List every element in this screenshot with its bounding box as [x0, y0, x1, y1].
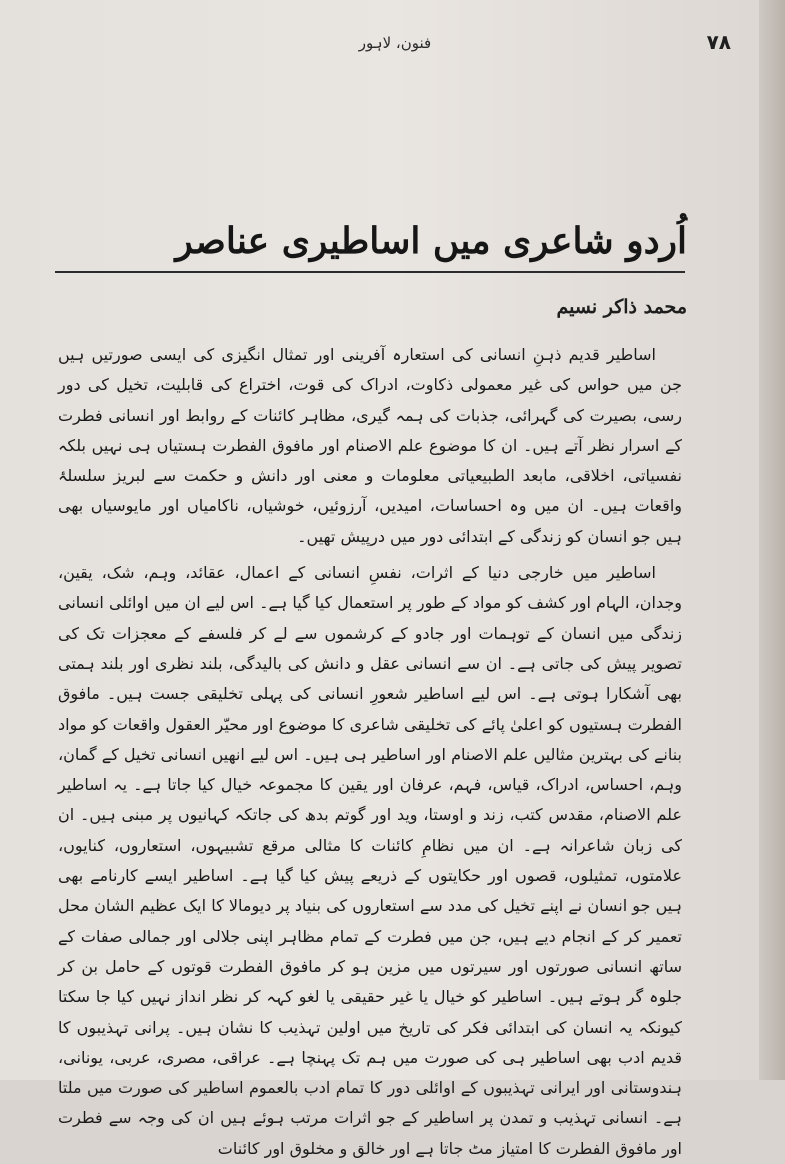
- article-body: [58, 340, 682, 1164]
- page-number: ۷۸: [706, 30, 731, 54]
- article-title: اُردو شاعری میں اساطیری عناصر: [175, 220, 687, 262]
- page-gutter: [759, 0, 785, 1080]
- title-divider: [55, 271, 685, 273]
- bleed-through-text: [70, 92, 670, 322]
- author-name: محمد ذاکر نسیم: [556, 296, 687, 318]
- paragraph-1: اساطیر قدیم ذہنِ انسانی کی استعارہ آفرینی اور تمثال انگیزی کی ایسی صورتیں ہیں جن میں حواس کی غیر معمولی ذکاوت، ادراک کی قوت، اختراع کی قابلیت، تخیل کی دور رسی، بصیرت کی گہرائی، جذبات کی ہمہ گیری، مظاہر کائنات کے روابط اور انسانی فطرت کے اسرار نظر آتے ہیں۔ ان کا موضوع علم الاصنام اور مافوق الفطرت ہستیاں ہی نہیں بلکہ نفسیاتی، اخلاقی، مابعد الطبیعیاتی معلومات و معنی اور دانش و حکمت سے لبریز سلسلۂ واقعات ہیں۔ ان میں وہ احساسات، امیدیں، آرزوئیں، خوشیاں، ناکامیاں اور مایوسیاں بھی ہیں جو انسان کو زندگی کے ابتدائی دور میں درپیش تھیں۔: [58, 345, 682, 546]
- running-head: فنون، لاہور: [358, 34, 432, 52]
- paragraph-2: اساطیر میں خارجی دنیا کے اثرات، نفسِ انسانی کے اعمال، عقائد، وہم، شک، یقین، وجدان، الہام اور کشف کو مواد کے طور پر استعمال کیا گیا ہے۔ اس لیے ان میں اوائلی انسانی زندگی میں انسان کے توہمات اور جادو کے کرشموں سے لے کر فلسفے کے معجزات تک کی تصویر پیش کی جاتی ہے۔ ان سے انسانی عقل و دانش کی بالیدگی، بلند نظری اور بلند ہمتی بھی آشکارا ہوتی ہے۔ اس لیے اساطیر شعورِ انسانی کی پہلی تخلیقی جست ہیں۔ مافوق الفطرت ہستیوں کو اعلیٰ پائے کی تخلیقی شاعری کا موضوع اور محیّر العقول واقعات کو مواد بنانے کی بہترین مثالیں علم الاصنام اور اساطیر ہی ہیں۔ اس لیے انھیں انسانی تخیل کے گمان، وہم، احساس، ادراک، قیاس، فہم، عرفان اور یقین کا مجموعہ خیال کیا جاتا ہے۔ یہ اساطیر علم الاصنام، مقدس کتب، زند و اوستا، وید اور گوتم بدھ کی جاتکہ کہانیوں پر مبنی ہیں۔ ان کی زبان شاعرانہ ہے۔ ان میں نظامِ کائنات کا مثالی مرقع تشبیہوں، استعاروں، کنایوں، علامتوں، تمثیلوں، قصوں اور حکایتوں کے ذریعے پیش کیا گیا ہے۔ اساطیر ایسے کارنامے بھی ہیں جو انسان نے اپنے تخیل کی مدد سے استعاروں کی بنیاد پر دیومالا کا ایک عظیم الشان محل تعمیر کر کے انجام دیے ہیں، جن میں فطرت کے تمام مظاہر اپنی جلالی اور جمالی صفات کے ساتھ انسانی صورتوں اور سیرتوں میں مزین ہو کر مافوق الفطرت قوتوں کے حامل بن کر جلوہ گر ہوتے ہیں۔ اساطیر کو خیال یا غیر حقیقی یا لغو کہہ کر نظر انداز نہیں کیا جا سکتا کیونکہ یہ انسان کی ابتدائی فکر کی تاریخ میں اولین تہذیب کا نشان ہیں۔ پرانی تہذیبوں کا قدیم ادب بھی اساطیر ہی کی صورت میں ہم تک پہنچا ہے۔ عراقی، مصری، عربی، یونانی، ہندوستانی اور ایرانی تہذیبوں کے اوائلی دور کا تمام ادب بالعموم اساطیر کی صورت میں ملتا ہے۔ انسانی تہذیب و تمدن پر اساطیر کے جو اثرات مرتب ہوئے ہیں ان کی وجہ سے فطرت اور مافوق الفطرت کا امتیاز مٹ جاتا ہے اور خالق و مخلوق اور کائنات: [58, 563, 682, 1158]
